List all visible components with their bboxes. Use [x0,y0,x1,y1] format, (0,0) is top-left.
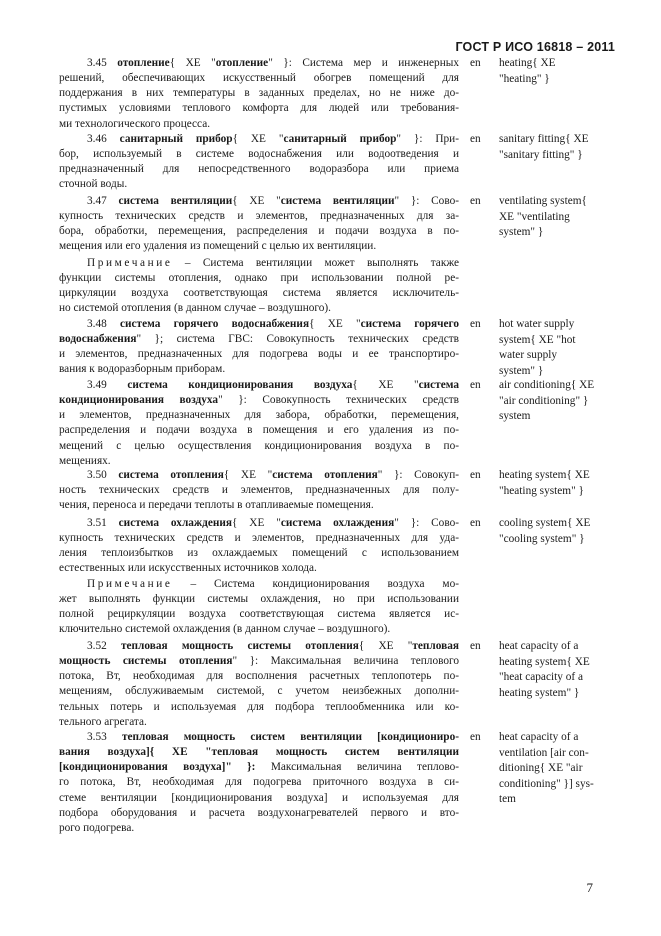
term-text: 3.51 [87,517,119,529]
term-bold: водоснабжения [59,333,137,346]
term-text: Максимальная величина теплово- [255,761,459,774]
english-equivalent: heating system{ XE [499,469,590,481]
term-line [59,178,459,191]
english-equivalent: air conditioning{ XE [499,379,595,391]
term-text: бора, обработки, перемещения, распределения и подачи воздуха в по- [59,225,459,238]
document-header: ГОСТ Р ИСО 16818 – 2011 [455,40,615,54]
term-text: мещений с целью осуществления кондиционирования воздуха в по- [59,439,459,452]
term-text: стеме вентиляции [кондиционирования воздуха] и используемая для [59,791,459,804]
term-line [59,225,459,238]
term-line [87,469,459,482]
term-bold: [кондиционирования воздуха]" }: [59,761,256,774]
term-text: " }: Система мер и инженерных [268,57,459,69]
term-line [87,379,459,392]
term-line [59,701,459,714]
language-code: en [470,318,481,330]
term-line [87,57,459,70]
english-equivalent: heat capacity of a [499,640,579,652]
english-equivalent: cooling system{ XE [499,517,591,529]
term-text: но системой отопления (в данном случае – воздушного). [59,302,331,315]
english-equivalent: XE "ventilating [499,210,570,223]
term-bold: система отопления [272,469,378,481]
english-equivalent: heating system{ XE [499,655,590,668]
term-text: предназначенный для непосредственного водоразбора или приема [59,163,459,176]
term-line [87,640,459,653]
term-text: тельного агрегата. [59,715,147,728]
english-equivalent: system" } [499,226,544,238]
language-code: en [470,469,481,481]
term-bold: тепловая мощность системы отопления [120,640,359,652]
term-line [59,102,459,115]
english-equivalent: system [499,410,531,422]
term-bold: тепловая [412,640,459,652]
term-bold: система отопления [118,469,224,481]
term-bold: система горячего [360,318,459,330]
term-bold: система вентиляции [280,195,395,207]
term-line [59,333,459,346]
term-text: рого подогрева. [59,821,135,834]
english-equivalent: sanitary fitting{ XE [499,133,589,145]
language-code: en [470,195,481,207]
english-equivalent: "heat capacity of a [499,671,583,683]
term-line [59,499,459,512]
term-line [59,72,459,85]
term-bold: отопление [215,57,269,69]
term-line [59,670,459,683]
term-text: { XE " [232,195,281,207]
term-line [59,409,459,422]
note-line [59,272,459,285]
term-bold: система охлаждения [118,517,232,529]
term-text: поддержания в них температуры в заданных пределах, но не ниже до- [59,87,459,100]
term-text: – Система кондиционирования воздуха мо- [172,578,459,590]
term-line [59,776,459,789]
term-text: " }: Сово- [394,195,459,207]
note-line [59,608,459,621]
term-bold: санитарный прибор [283,133,397,145]
term-text: купность технических средств и элементов, предназначенных для уда- [59,532,459,545]
term-text: 3.46 [87,133,120,145]
english-equivalent: heating system" } [499,686,580,699]
english-equivalent: ditioning{ XE "air [499,762,583,774]
term-text: ления теплоизбытков из охлаждаемых помещений с использованием [59,547,459,560]
term-text: подбора оборудования и расчета воздухонагревателей первого и вто- [59,806,459,819]
term-bold: система охлаждения [280,517,395,529]
term-text: { XE " [352,379,419,391]
term-text: { XE " [358,640,413,652]
term-line [59,532,459,545]
term-text: Примечание [87,578,173,590]
term-text: вания к водоразборным приборам. [59,363,226,376]
english-equivalent: heat capacity of a [499,731,579,743]
term-text: ключительно системой охлаждения (в данном случае – воздушного). [59,623,391,636]
term-line [59,210,459,223]
term-line [59,424,459,437]
term-text: решений, обеспечивающих искусственный обогрев помещений для [59,72,459,85]
term-line [87,517,459,530]
term-line [87,318,459,331]
english-equivalent: heating{ XE [499,57,556,69]
english-equivalent: "cooling system" } [499,532,585,545]
term-line [59,348,459,361]
term-bold: тепловая мощность систем вентиляции [кондициониро- [121,731,459,743]
term-line [59,746,459,759]
term-line [59,562,459,575]
term-text: { XE " [223,469,273,481]
term-text: мещения или его удаления из помещений с целью их вентиляции. [59,240,377,253]
english-equivalent: "heating system" } [499,484,584,497]
term-bold: система кондиционирования воздуха [127,379,353,391]
term-line [59,87,459,100]
term-text: { XE " [309,318,361,330]
term-text: мещениях. [59,454,111,467]
term-text: бор, используемый в системе водоснабжения или водоотведения и [59,148,459,161]
term-text: и элементов, предназначенных для подогрева воды и ее транспортиро- [59,348,459,361]
term-line [59,547,459,560]
term-text: " }; система ГВС: Совокупность технических средств [136,333,459,346]
term-text: " }: Совокупность технических средств [218,394,460,407]
note-line [87,578,459,591]
term-text: ность технических средств и элементов, предназначенных для полу- [59,484,459,497]
term-text: мещениям, обслуживаемым системой, с учетом неизбежных дополни- [59,685,459,698]
english-equivalent: system" } [499,364,544,377]
english-equivalent: ventilating system{ [499,195,587,207]
term-text: естественных или искусственных источников холода. [59,562,317,575]
term-text: " }: Максимальная величина теплового [232,655,459,668]
term-text: жет выполнять функции системы охлаждения, но при использовании [59,593,459,606]
term-line [59,484,459,497]
language-code: en [470,57,481,69]
note-line [59,593,459,606]
term-line [59,685,459,698]
term-line [59,148,459,161]
term-bold: отопление [117,57,170,69]
term-text: пустимых условиями теплового комфорта для людей или требования- [59,102,459,115]
term-line [59,118,459,131]
term-bold: система [418,379,459,391]
term-text: циркуляции воздуха соответствующая система является исключитель- [59,287,459,300]
language-code: en [470,379,481,391]
term-line [87,195,459,208]
term-text: " }: Сово- [394,517,459,529]
term-line [59,716,459,729]
term-text: го потока, Вт, необходимая для подогрева приточного воздуха в си- [59,776,459,789]
term-text: 3.48 [87,318,121,330]
term-bold: вания воздуха]{ XE "тепловая мощность систем вентиляции [59,746,459,759]
term-text: " }: Совокуп- [377,469,459,481]
page-number: 7 [586,880,593,895]
term-text: " }: При- [396,133,459,145]
english-equivalent: hot water supply [499,318,575,330]
term-line [59,363,459,376]
term-text: и элементов, предназначенных для забора, обработки, перемещения, [59,409,459,422]
term-bold: мощность системы отопления [59,655,233,668]
note-line [87,257,459,270]
term-line [59,163,459,176]
term-bold: система горячего водоснабжения [120,318,310,330]
term-line [59,394,459,407]
note-line [59,302,459,315]
term-line [59,792,459,805]
english-equivalent: tem [499,793,516,805]
term-text: 3.49 [87,379,128,391]
english-equivalent: ventilation [air con- [499,746,589,759]
term-text: – Система вентиляции может выполнять также [172,257,459,269]
term-line [59,240,459,253]
term-text: { XE " [232,133,284,145]
english-equivalent: conditioning" }] sys- [499,777,594,790]
term-text: ми технологического процесса. [59,117,211,130]
language-code: en [470,731,481,743]
english-equivalent: "air conditioning" } [499,394,589,407]
english-equivalent: "heating" } [499,72,550,85]
language-code: en [470,640,481,652]
term-line [59,807,459,820]
term-line [59,655,459,668]
term-text: тельных потерь и используемая для подбора теплообменника или ко- [59,700,459,713]
term-line [59,822,459,835]
term-text: 3.52 [87,640,121,652]
term-text: купность технических средств и элементов, предназначенных для за- [59,210,459,223]
term-line [59,761,459,774]
term-text: полной рециркуляции воздуха соответствующая система является ис- [59,608,459,621]
term-text: { XE " [231,517,281,529]
term-text: 3.45 [87,57,118,69]
term-text: чения, переноса и передачи теплоты в отапливаемые помещения. [59,499,374,512]
english-equivalent: system{ XE "hot [499,333,576,346]
term-text: потока, Вт, необходимая для восполнения расчетных теплопотерь по- [59,670,459,683]
note-line [59,623,459,636]
term-bold: система вентиляции [118,195,233,207]
term-text: { XE " [169,57,216,69]
language-code: en [470,517,481,529]
english-equivalent: water supply [499,349,558,361]
term-line [87,731,459,744]
term-text: 3.50 [87,469,119,481]
term-line [59,455,459,468]
term-text: 3.53 [87,731,122,743]
term-text: 3.47 [87,195,119,207]
term-bold: кондиционирования воздуха [59,394,219,407]
term-text: сточной воды. [59,178,128,191]
note-line [59,287,459,300]
term-text: распределения и подачи воздуха в помещения и его удаления из по- [59,424,459,437]
language-code: en [470,133,481,145]
term-text: Примечание [87,257,173,269]
term-bold: санитарный прибор [119,133,233,145]
term-line [59,440,459,453]
term-text: функции системы отопления, однако при использовании полной ре- [59,272,459,285]
english-equivalent: "sanitary fitting" } [499,148,583,161]
term-line [87,133,459,146]
